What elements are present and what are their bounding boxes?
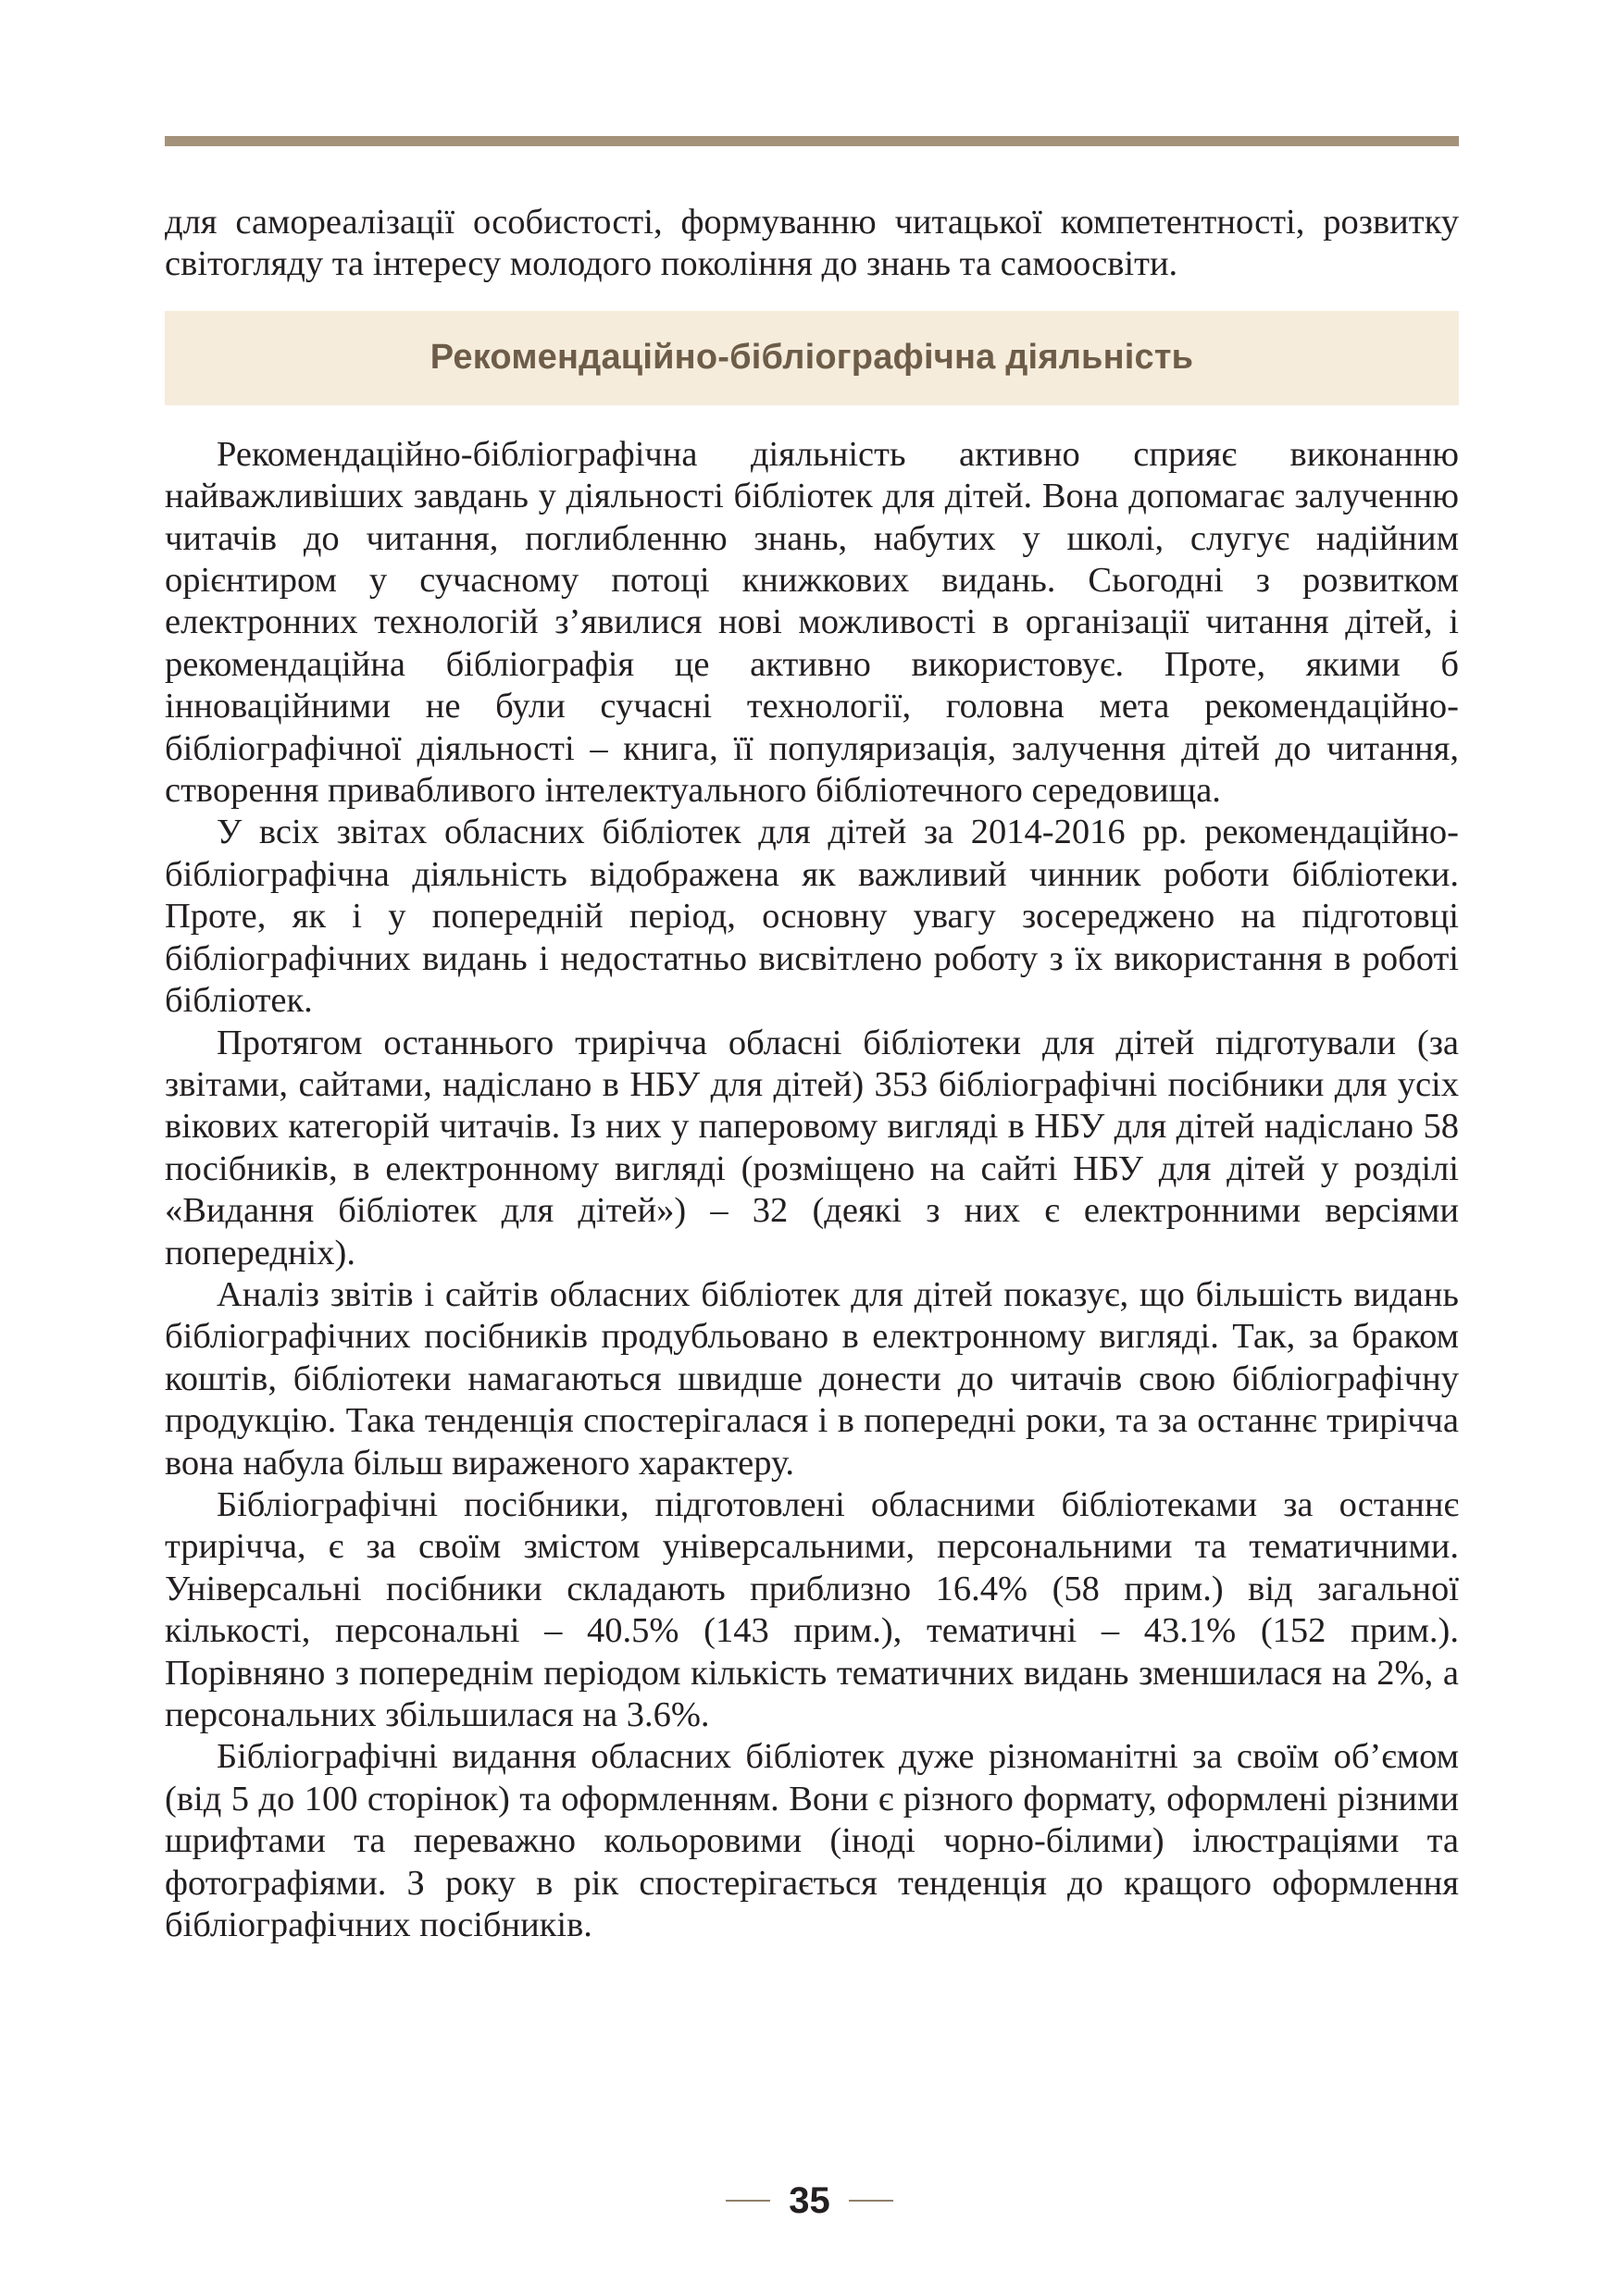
footer-rule-right bbox=[849, 2200, 893, 2202]
continued-paragraph: для самореалізації особистості, формуванню читацької компетентності, розвитку світогляду та інтересу молодого покоління до знань та самоосвіти. bbox=[165, 203, 1459, 284]
paragraph: Рекомендаційно-бібліографічна діяльність активно сприяє виконанню найважливіших завдань у діяльності бібліотек для дітей. Вона допомагає залученню читачів до читання, поглибленню знань, набутих у школі, слугує надійним орієнтиром у сучасному потоці книжкових видань. Сьогодні з розвитком електронних технологій з’явилися нові можливості в організації читання дітей, і рекомендаційна бібліографія це активно використовує. Проте, якими б інноваційними не були сучасні технології, головна мета рекомендаційно-бібліографічної діяльності – книга, її популяризація, залучення дітей до читання, створення привабливого інтелектуального бібліотечного середовища. bbox=[165, 434, 1459, 811]
paragraph: Протягом останнього трирічча обласні бібліотеки для дітей підготували (за звітами, сайтами, надіслано в НБУ для дітей) 353 бібліографічні посібники для усіх вікових категорій читачів. Із них у паперовому вигляді в НБУ для дітей надіслано 58 посібників, в електронному вигляді (розміщено на сайті НБУ для дітей у розділі «Видання бібліотек для дітей») – 32 (деякі з них є електронними версіями попередніх). bbox=[165, 1023, 1459, 1272]
page-content bbox=[165, 202, 1459, 1946]
paragraph: Аналіз звітів і сайтів обласних бібліотек для дітей показує, що більшість видань бібліографічних посібників продубльовано в електронному вигляді. Так, за браком коштів, бібліотеки намагаються швидше донести до читачів свою бібліографічну продукцію. Така тенденція спостерігалася і в попередні роки, та за останнє трирічча вона набула більш вираженого характеру. bbox=[165, 1274, 1459, 1483]
page-number: 35 bbox=[789, 2179, 830, 2221]
section-title: Рекомендаційно-бібліографічна діяльність bbox=[430, 338, 1194, 378]
paragraph: Бібліографічні посібники, підготовлені обласними бібліотеками за останнє трирічча, є за своїм змістом універсальними, персональними та тематичними. Універсальні посібники складають приблизно 16.4% (58 прим.) від загальної кількості, персональні – 40.5% (143 прим.), тематичні – 43.1% (152 прим.). Порівняно з попереднім періодом кількість тематичних видань зменшилася на 2%, а персональних збільшилася на 3.6%. bbox=[165, 1484, 1459, 1734]
header-rule bbox=[165, 136, 1459, 146]
page-footer bbox=[0, 2173, 1619, 2228]
paragraph: Бібліографічні видання обласних бібліотек дуже різноманітні за своїм об’ємом (від 5 до 100 сторінок) та оформленням. Вони є різного формату, оформлені різними шрифтами та переважно кольоровими (іноді чорно-білими) ілюстраціями та фотографіями. З року в рік спостерігається тенденція до кращого оформлення бібліографічних посібників. bbox=[165, 1737, 1459, 1945]
footer-rule-left bbox=[726, 2200, 770, 2202]
section-heading-banner bbox=[165, 311, 1459, 405]
paragraph: У всіх звітах обласних бібліотек для дітей за 2014-2016 рр. рекомендаційно-бібліографічна діяльність відображена як важливий чинник роботи бібліотеки. Проте, як і у попередній період, основну увагу зосереджено на підготовці бібліографічних видань і недостатньо висвітлено роботу з їх використання в роботі бібліотек. bbox=[165, 813, 1459, 1021]
